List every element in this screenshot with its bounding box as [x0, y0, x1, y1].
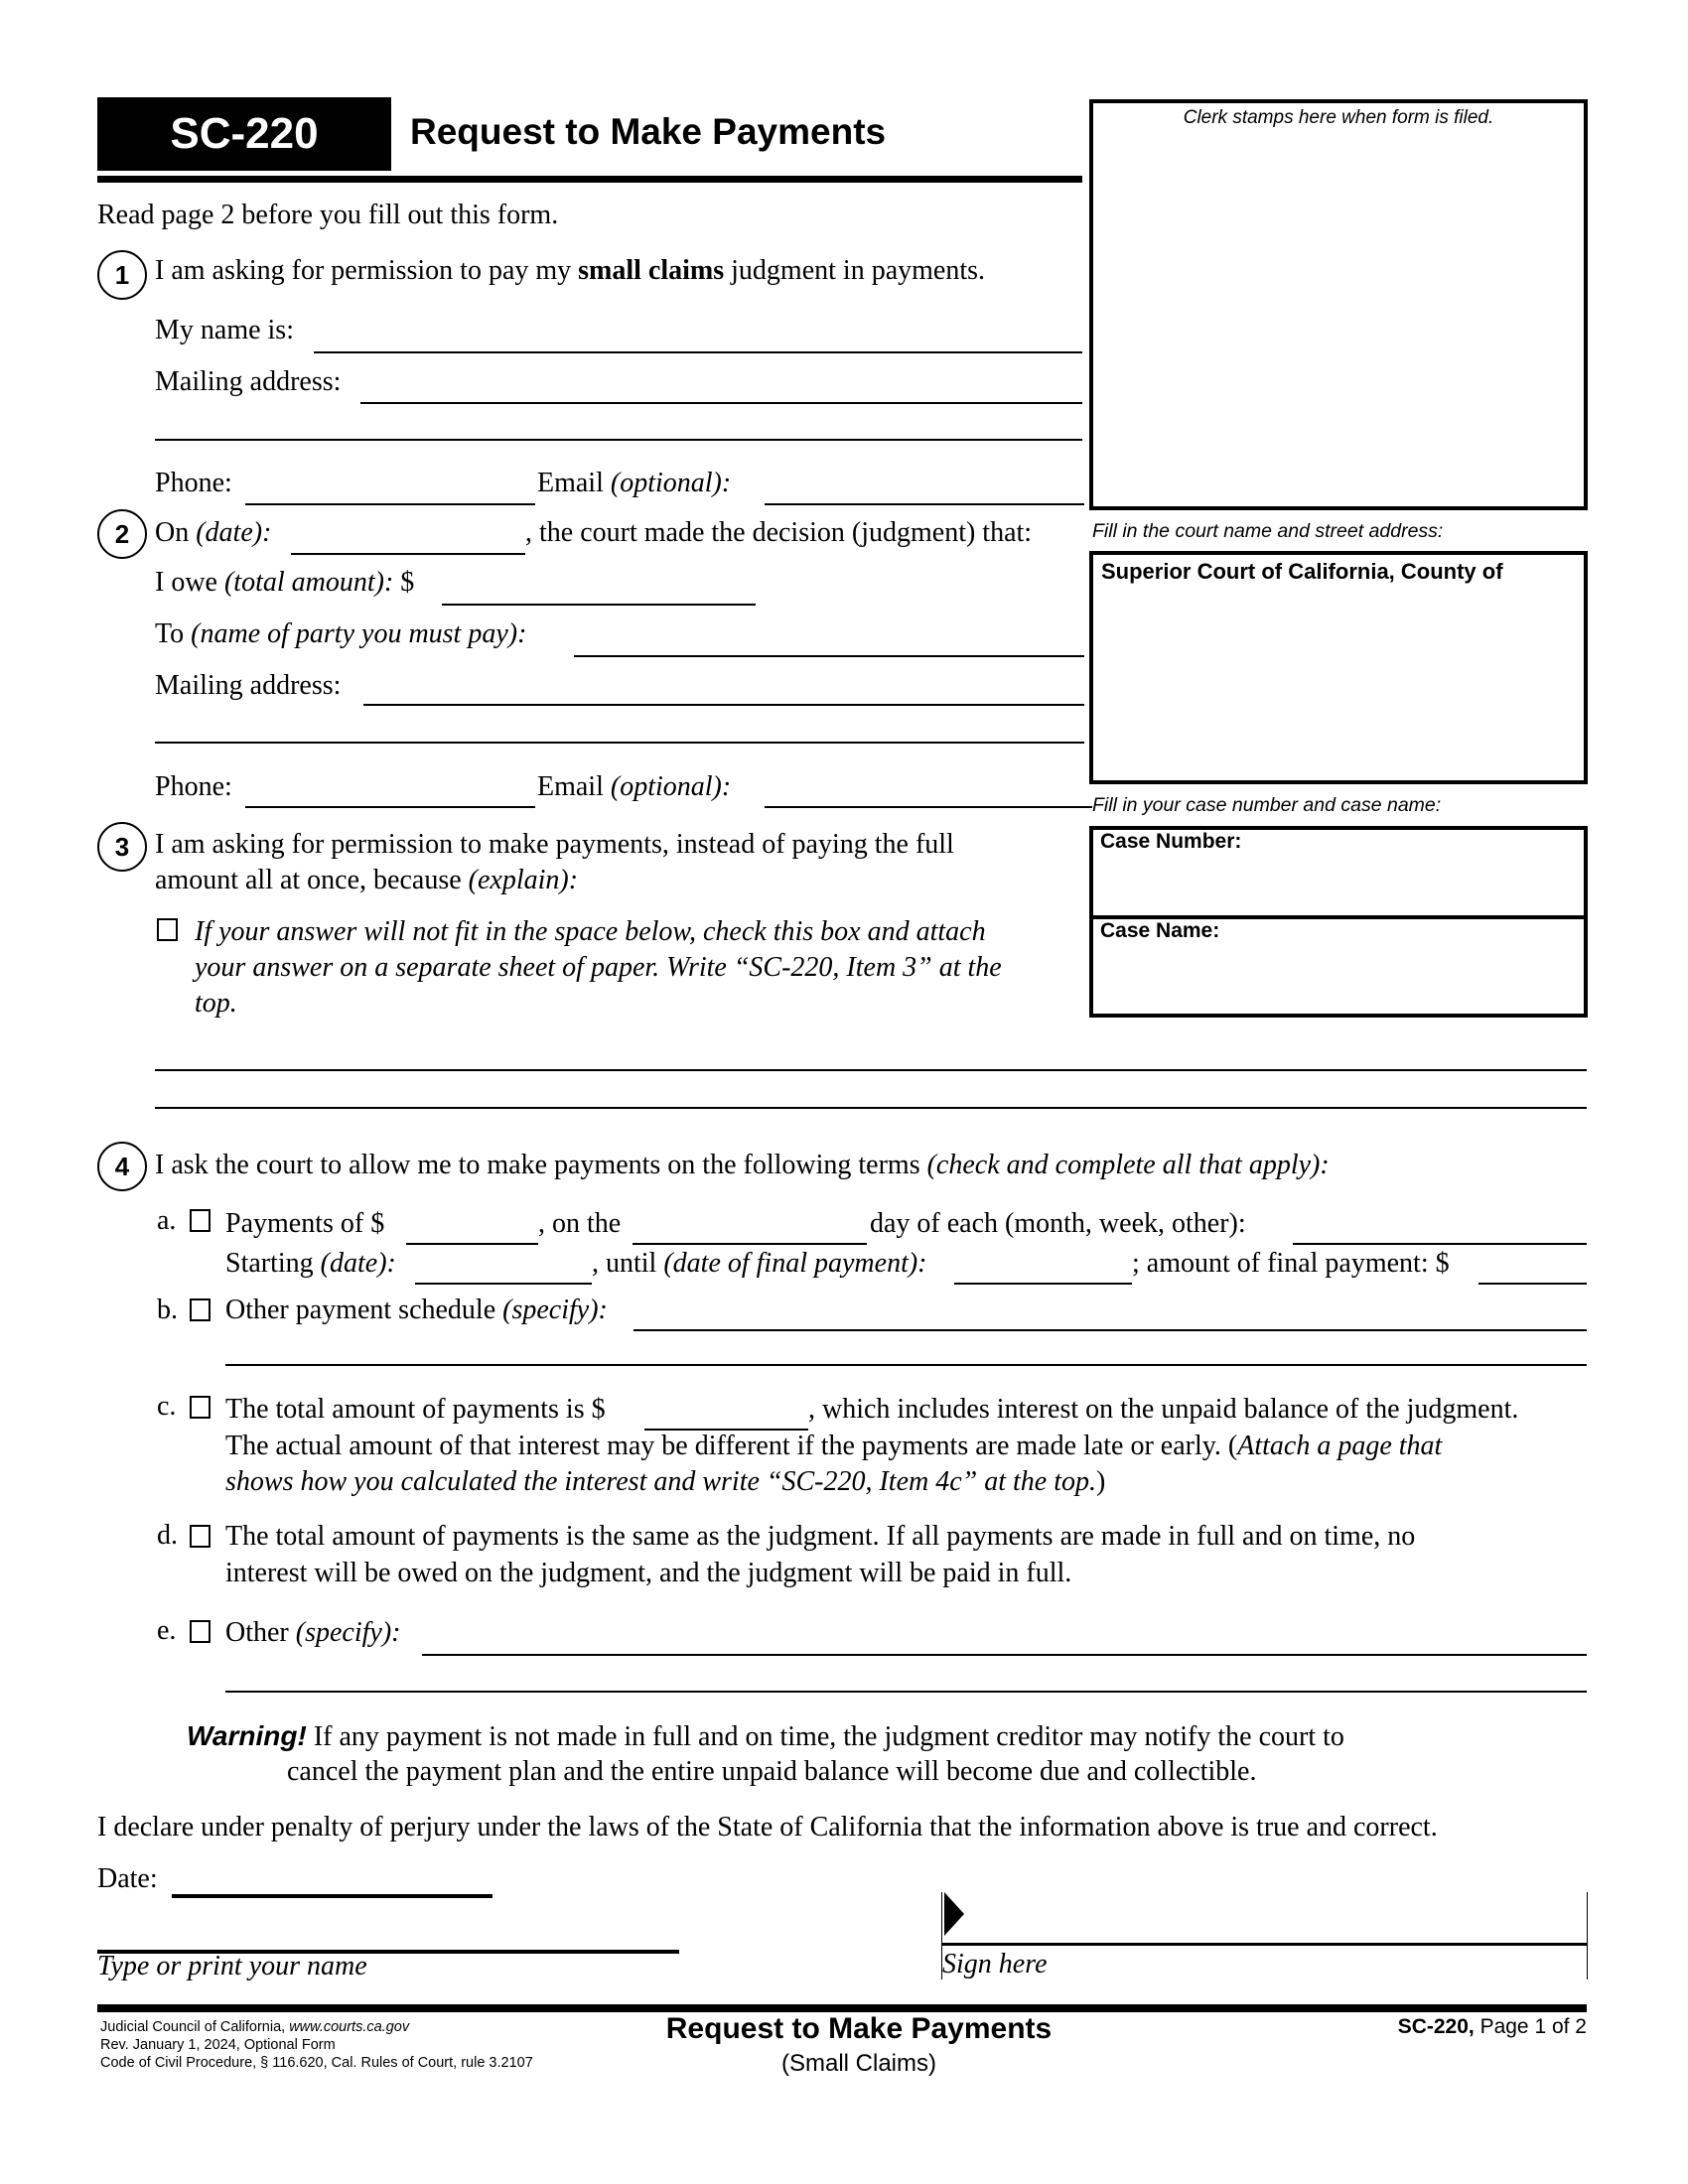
item-4d-line2: interest will be owed on the judgment, and the judgment will be paid in full. [225, 1558, 1072, 1588]
item-4d-line1: The total amount of payments is the same as the judgment. If all payments are made in full and on time, no [225, 1521, 1416, 1552]
item-1-address-input-1[interactable] [360, 372, 1082, 404]
item-4e-input-2[interactable] [225, 1661, 1587, 1693]
item-4c-letter: c. [157, 1391, 177, 1422]
item-4b-checkbox[interactable] [190, 1298, 211, 1321]
footer-center [586, 2009, 1132, 2079]
item-2-decision-text: , the court made the decision (judgment) that: [525, 517, 1033, 548]
case-box-caption: Fill in your case number and case name: [1092, 794, 1442, 816]
arrow-right-triangle-icon [944, 1892, 964, 1936]
item-2-to-input[interactable] [574, 625, 1084, 657]
footer-url-link[interactable]: www.courts.ca.gov [289, 2019, 410, 2035]
intro-text: Read page 2 before you fill out this form. [97, 200, 559, 230]
item-4a-until-input[interactable] [954, 1253, 1132, 1285]
footer-page-number: Page 1 of 2 [1474, 2015, 1587, 2038]
footer-left [100, 2018, 533, 2072]
item-3-text-line1: I am asking for permission to make payments, instead of paying the full [155, 829, 954, 860]
item-4c-amount-input[interactable] [644, 1399, 808, 1431]
item-2-email-label: Email (optional): [537, 771, 732, 802]
item-1-text: I am asking for permission to pay my small claims judgment in payments. [155, 255, 986, 286]
court-name-prefilled: Superior Court of California, County of [1101, 559, 1503, 584]
item-2-to-label: To (name of party you must pay): [155, 618, 527, 649]
footer-page-info [1398, 2015, 1587, 2039]
item-2-date-input[interactable] [291, 523, 525, 555]
item-3-explain-input-1[interactable] [155, 1039, 1587, 1071]
item-1-address-input-2[interactable] [155, 409, 1082, 441]
sign-here-caption: Sign here [942, 1949, 1048, 1979]
item-4a-starting-label: Starting (date): [225, 1248, 396, 1279]
item-4e-input-1[interactable] [422, 1624, 1587, 1656]
item-4b-label: Other payment schedule (specify): [225, 1295, 608, 1325]
item-4c-text-before: The total amount of payments is $ [225, 1394, 606, 1425]
case-name-label: Case Name: [1100, 919, 1220, 942]
item-2-email-input[interactable] [765, 776, 1092, 808]
court-name-box[interactable] [1089, 551, 1588, 784]
item-3-number: 3 [97, 822, 147, 872]
item-1-email-label: Email (optional): [537, 468, 732, 498]
item-4a-amount-input[interactable] [406, 1213, 538, 1245]
printed-name-caption: Type or print your name [97, 1951, 367, 1981]
clerk-stamp-label: Clerk stamps here when form is filed. [1183, 107, 1494, 128]
footer-publisher: Judicial Council of California, [100, 2019, 290, 2035]
item-4a-final-label: ; amount of final payment: $ [1132, 1248, 1450, 1279]
footer-form-number: SC-220, [1397, 2015, 1475, 2038]
item-4e-letter: e. [157, 1615, 177, 1646]
item-4c-checkbox[interactable] [190, 1396, 211, 1419]
header-rule [97, 176, 1082, 183]
form-number: SC-220 [170, 109, 319, 158]
item-2-owe-input[interactable] [442, 574, 756, 606]
item-4d-letter: d. [157, 1520, 178, 1551]
item-4-number: 4 [97, 1142, 147, 1191]
item-4a-day-input[interactable] [633, 1213, 867, 1245]
signature-date-input[interactable] [172, 1866, 492, 1898]
item-4a-payments-label: Payments of $ [225, 1208, 385, 1239]
item-3-explain-input-2[interactable] [155, 1077, 1587, 1109]
case-number-label: Case Number: [1100, 830, 1242, 853]
item-4a-period-input[interactable] [1293, 1213, 1587, 1245]
item-3-attach-line2: your answer on a separate sheet of paper. Write “SC-220, Item 3” at the [195, 952, 1002, 983]
item-2-address-label: Mailing address: [155, 670, 342, 701]
item-4-text: I ask the court to allow me to make payments on the following terms (check and complete all that apply): [155, 1150, 1330, 1180]
footer-subtitle: (Small Claims) [781, 2050, 936, 2077]
signature-area[interactable] [941, 1892, 1588, 1979]
item-2-number: 2 [97, 509, 147, 559]
item-2-date-label: On (date): [155, 517, 272, 548]
item-1-number: 1 [97, 250, 147, 300]
item-4b-input-1[interactable] [633, 1299, 1587, 1331]
item-4a-final-input[interactable] [1478, 1253, 1587, 1285]
item-4b-input-2[interactable] [225, 1334, 1587, 1366]
item-4a-letter: a. [157, 1205, 177, 1236]
footer-title: Request to Make Payments [665, 2012, 1053, 2045]
item-3-attach-line3: top. [195, 988, 237, 1019]
case-name-field[interactable] [1093, 919, 1584, 1009]
item-4a-on-the: , on the [538, 1208, 622, 1239]
court-box-caption: Fill in the court name and street address: [1092, 520, 1444, 542]
signature-line [942, 1943, 1587, 1946]
item-3-text-line2: amount all at once, because (explain): [155, 865, 579, 895]
warning-line1: Warning! If any payment is not made in full and on time, the judgment creditor may notify the court to [187, 1720, 1344, 1752]
item-1-address-label: Mailing address: [155, 366, 342, 397]
item-3-attach-checkbox[interactable] [157, 918, 178, 941]
item-4a-day-of-each: day of each (month, week, other): [870, 1208, 1246, 1239]
item-4c-line3: shows how you calculated the interest and write “SC-220, Item 4c” at the top.) [225, 1466, 1106, 1497]
item-2-owe-label: I owe (total amount): $ [155, 567, 415, 598]
item-3-attach-line1: If your answer will not fit in the space below, check this box and attach [195, 916, 986, 947]
item-4e-label: Other (specify): [225, 1617, 401, 1648]
date-label: Date: [97, 1863, 158, 1894]
item-2-address-input-2[interactable] [155, 712, 1084, 744]
item-4d-checkbox[interactable] [190, 1525, 211, 1548]
item-2-phone-label: Phone: [155, 771, 232, 802]
item-4c-line2: The actual amount of that interest may be different if the payments are made late or early. (Attach a page that [225, 1431, 1443, 1461]
item-4a-checkbox[interactable] [190, 1209, 211, 1232]
item-4c-text-after: , which includes interest on the unpaid balance of the judgment. [808, 1394, 1519, 1425]
item-1-email-input[interactable] [765, 474, 1084, 505]
declaration-text: I declare under penalty of perjury under the laws of the State of California that the information above is true and correct. [97, 1812, 1438, 1843]
footer-revision: Rev. January 1, 2024, Optional Form [100, 2037, 336, 2053]
page-title: Request to Make Payments [410, 111, 887, 152]
warning-line2: cancel the payment plan and the entire unpaid balance will become due and collectible. [287, 1756, 1257, 1787]
item-4e-checkbox[interactable] [190, 1620, 211, 1643]
item-2-phone-input[interactable] [245, 776, 535, 808]
case-info-box [1089, 826, 1588, 1018]
item-1-phone-label: Phone: [155, 468, 232, 498]
item-4b-letter: b. [157, 1295, 178, 1325]
item-1-phone-input[interactable] [245, 474, 535, 505]
footer-citation: Code of Civil Procedure, § 116.620, Cal. Rules of Court, rule 3.2107 [100, 2055, 533, 2071]
item-2-address-input-1[interactable] [363, 674, 1084, 706]
warning-label: Warning! [187, 1720, 307, 1751]
case-number-field[interactable] [1093, 830, 1584, 919]
item-4a-until-label: , until (date of final payment): [592, 1248, 927, 1279]
form-number-badge [97, 97, 391, 171]
item-4a-start-input[interactable] [415, 1253, 592, 1285]
clerk-stamp-box [1089, 99, 1588, 510]
item-1-name-input[interactable] [314, 322, 1082, 353]
item-1-name-label: My name is: [155, 315, 294, 345]
